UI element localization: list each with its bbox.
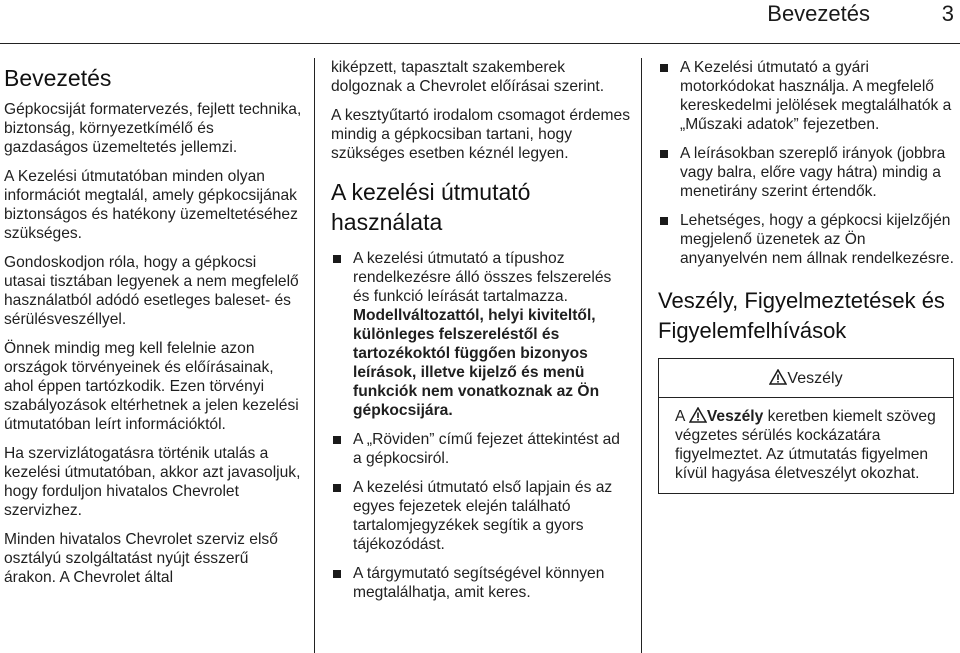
column-1: [4, 58, 302, 597]
paragraph: Minden hivatalos Chevrolet szerviz első osztályú szolgáltatást nyújt ésszerű árakon. A Chevrolet által: [4, 531, 278, 586]
warning-body-text: keretben kiemelt szöveg végzetes sérülés kockázatára figyelmeztet. Az útmutatás figyelmen kívül hagyása életveszélyt okozhat.: [675, 408, 936, 482]
warning-box: [658, 358, 954, 494]
warning-body-prefix: A: [675, 408, 685, 425]
square-bullet-icon: [660, 64, 668, 72]
paragraph: A kesztyűtartó irodalom csomagot érdemes mindig a gépkocsiban tartani, hogy szükséges esetben kéznél legyen.: [331, 107, 631, 162]
column-divider: [641, 58, 642, 653]
square-bullet-icon: [660, 150, 668, 158]
paragraph: Ha szervizlátogatásra történik utalás a kezelési útmutatóban, akkor azt javasoljuk, hogy forduljon hivatalos Chevrolet szervizhez.: [4, 445, 301, 519]
warning-triangle-icon: [689, 407, 707, 423]
warning-box-body: [659, 398, 953, 493]
page-number: 3: [941, 1, 954, 26]
header-rule: [0, 43, 960, 44]
bullet-list: [658, 58, 954, 268]
square-bullet-icon: [333, 484, 341, 492]
warning-box-title: [659, 359, 953, 398]
list-item-text: A tárgymutató segítségével könnyen megtalálhatja, amit keres.: [353, 565, 605, 601]
list-item: [658, 211, 954, 268]
bullet-list: [331, 249, 631, 602]
paragraph: Önnek mindig meg kell felelnie azon országok törvényeinek és előírásainak, ahol éppen tartózkodik. Ezen törvényi szabályozások eltérhetnek a jelen kezelési útmutatóban leírt információktól.: [4, 340, 299, 433]
paragraph: kiképzett, tapasztalt szakemberek dolgoznak a Chevrolet előírásai szerint.: [331, 59, 605, 95]
section-heading-introduction: Bevezetés: [4, 65, 112, 91]
list-item-text: A Kezelési útmutató a gyári motorkódokat használja. A megfelelő kereskedelmi jelölések megtalálhatók a „Műszaki adatok” fejezetben.: [680, 59, 952, 133]
list-item: [331, 564, 631, 602]
paragraph: Gépkocsiját formatervezés, fejlett technika, biztonság, környezetkímélő és gazdaságos üzemeltetés jellemzi.: [4, 101, 302, 156]
warning-triangle-icon: [769, 369, 787, 385]
section-heading-warnings: Veszély, Figyelmeztetések és Figyelemfelhívások: [658, 288, 945, 343]
list-item: [331, 249, 631, 420]
header-title: Bevezetés: [767, 1, 870, 26]
square-bullet-icon: [333, 436, 341, 444]
paragraph: A Kezelési útmutatóban minden olyan információt megtalál, amely gépkocsijának biztonságos és hatékony üzemeltetéséhez szükséges.: [4, 168, 298, 242]
list-item-text: Lehetséges, hogy a gépkocsi kijelzőjén megjelenő üzenetek az Ön anyanyelvén nem állnak rendelkezésre.: [680, 212, 954, 267]
list-item: [331, 478, 631, 554]
list-item: [331, 430, 631, 468]
column-divider: [314, 58, 315, 653]
column-3: [658, 58, 954, 494]
list-item: [658, 144, 954, 201]
list-item-text: A kezelési útmutató első lapjain és az egyes fejezetek elején található tartalomjegyzékek segítik a gyors tájékozódást.: [353, 479, 613, 553]
list-item-text: A kezelési útmutató a típushoz rendelkezésre álló összes felszerelés és funkció leírását tartalmazza.: [353, 250, 612, 305]
column-2: [331, 58, 631, 612]
warning-title-text: Veszély: [787, 370, 843, 387]
list-item-text: A „Röviden” című fejezet áttekintést ad a gépkocsiról.: [353, 431, 620, 467]
warning-body-bold: Veszély: [706, 408, 764, 425]
square-bullet-icon: [660, 217, 668, 225]
page-header: [0, 0, 960, 46]
square-bullet-icon: [333, 570, 341, 578]
square-bullet-icon: [333, 255, 341, 263]
list-item-text: A leírásokban szereplő irányok (jobbra vagy balra, előre vagy hátra) mindig a menetirány szerint értendők.: [680, 145, 946, 200]
paragraph: Gondoskodjon róla, hogy a gépkocsi utasai tisztában legyenek a nem megfelelő használatból adódó esetleges baleset- és sérülésveszéllyel.: [4, 254, 299, 328]
list-item-bold-text: Modellváltozattól, helyi kiviteltől, különleges felszereléstől és tartozékoktól függően bizonyos leírások, illetve kijelző és menü funkciók nem vonatkoznak az Ön gépkocsijára.: [353, 307, 600, 419]
list-item: [658, 58, 954, 134]
section-heading-usage: A kezelési útmutató használata: [331, 179, 531, 235]
